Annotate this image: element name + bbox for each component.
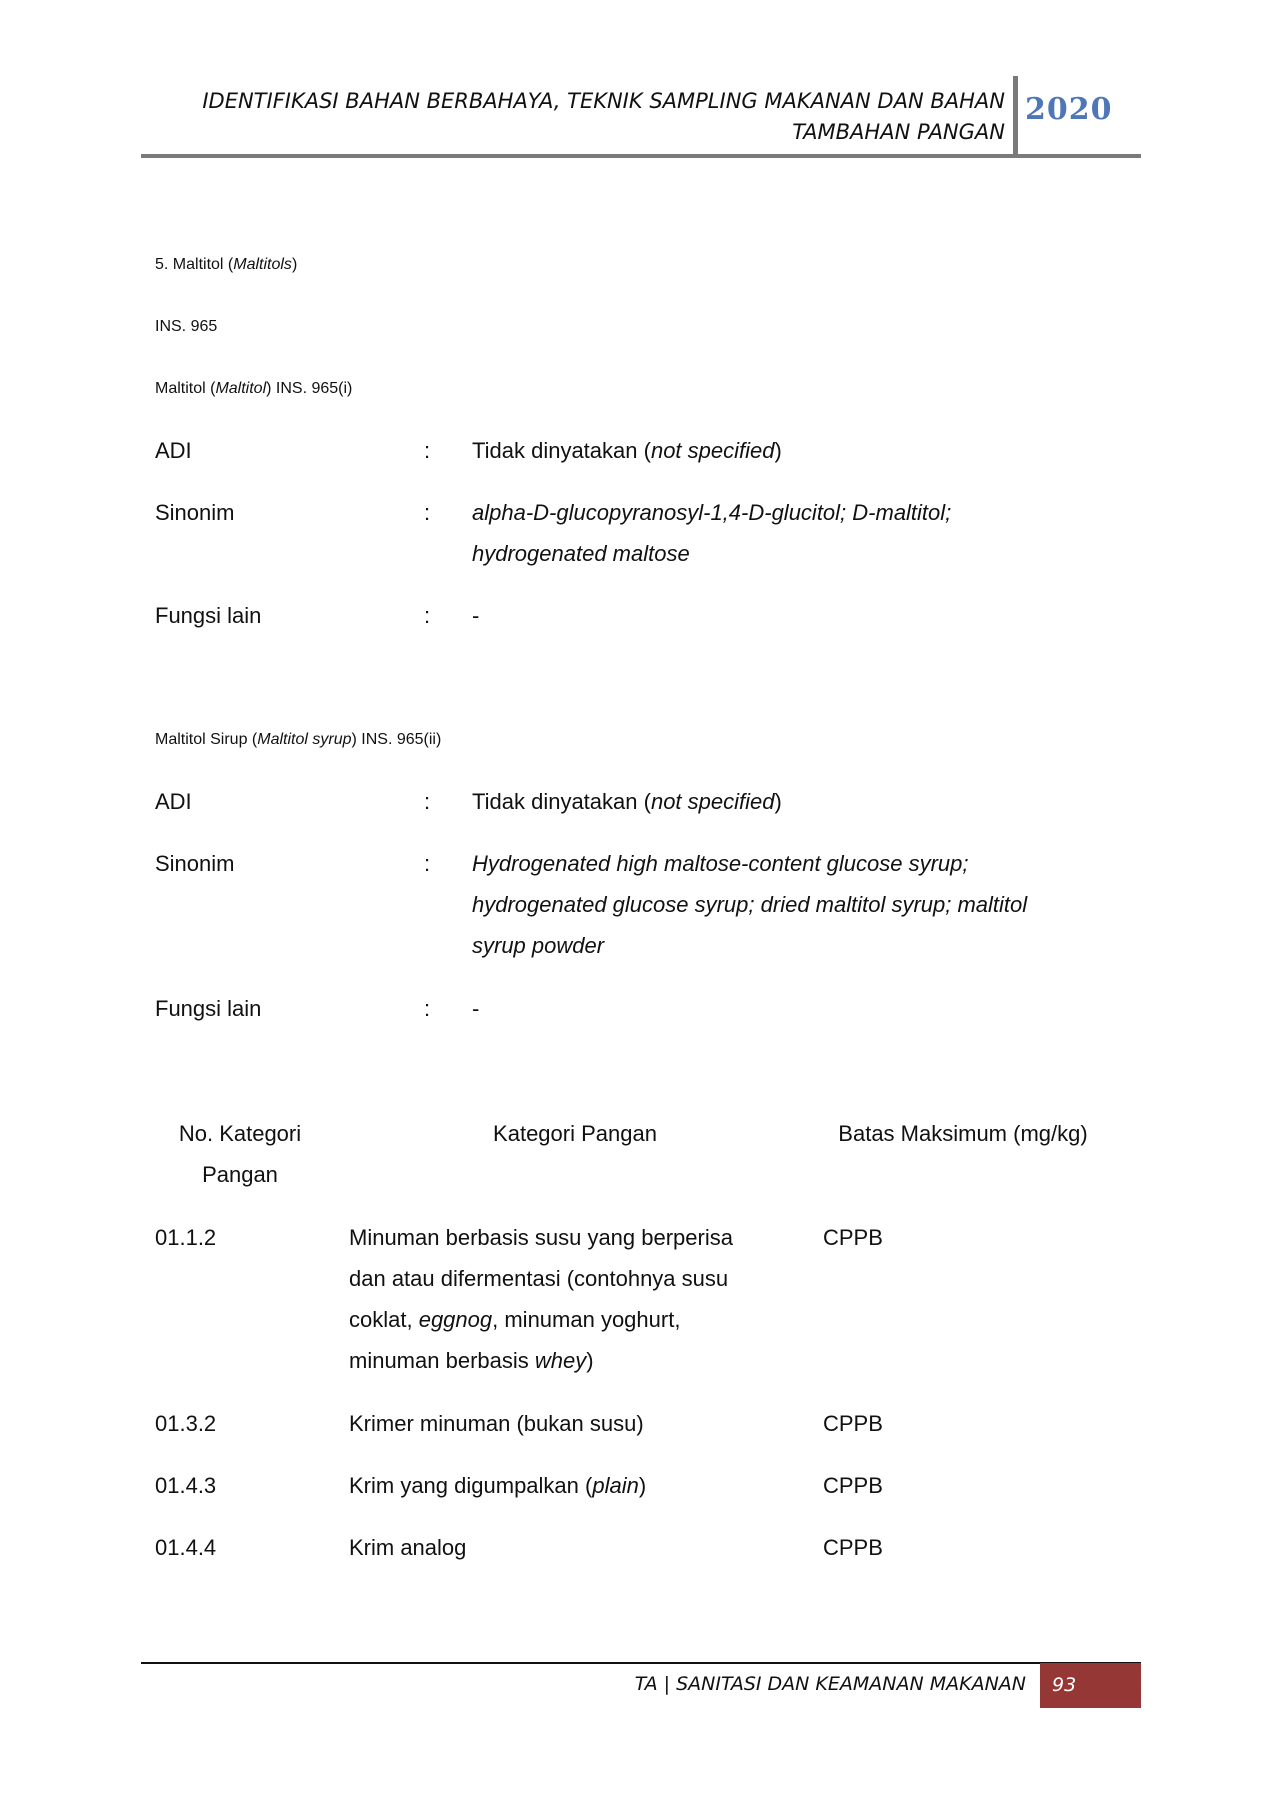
item2-adi-value-italic: not specified <box>650 789 775 814</box>
item1-adi-value-italic: not specified <box>650 438 775 463</box>
table-row-1-limit: CPPB <box>823 1225 883 1250</box>
section-heading-suffix: ) <box>291 256 298 273</box>
section-heading-italic: Maltitols <box>233 256 292 273</box>
table-row-1-category <box>349 1217 789 1381</box>
item1-adi-label: ADI <box>155 438 192 463</box>
item1-fungsi-colon: : <box>424 603 431 628</box>
footer-text: TA | SANITASI DAN KEAMANAN MAKANAN <box>634 1673 1026 1695</box>
table-row-1-line4-italic: whey <box>534 1348 587 1373</box>
table-header-code-line1: No. Kategori <box>178 1121 302 1146</box>
item1-adi-value-suffix: ) <box>774 438 782 463</box>
header-rule <box>141 154 1141 158</box>
item1-adi-value <box>472 430 1112 471</box>
header-year: 2020 <box>1025 92 1113 127</box>
section-heading <box>155 244 297 285</box>
table-row-1-line2: dan atau difermentasi (contohnya susu <box>349 1266 729 1291</box>
table-header-category: Kategori Pangan <box>493 1121 657 1146</box>
item2-title-italic: Maltitol syrup <box>257 731 352 748</box>
page-header <box>141 76 1141 156</box>
table-row-3-category <box>349 1465 646 1506</box>
item2-adi-value-prefix: Tidak dinyatakan ( <box>472 789 651 814</box>
header-title-line1: IDENTIFIKASI BAHAN BERBAHAYA, TEKNIK SAMPLING MAKANAN DAN BAHAN <box>202 89 1005 113</box>
item2-adi-value-suffix: ) <box>774 789 782 814</box>
table-row-2-limit: CPPB <box>823 1411 883 1436</box>
item2-title-suffix: ) INS. 965(ii) <box>351 731 442 748</box>
item1-sinonim-line2: hydrogenated maltose <box>472 541 690 566</box>
item2-sinonim-line3: syrup powder <box>472 933 605 958</box>
table-row-4-code: 01.4.4 <box>155 1535 217 1560</box>
page-number: 93 <box>1040 1663 1141 1708</box>
item2-adi-colon: : <box>424 789 431 814</box>
item2-fungsi-colon: : <box>424 996 431 1021</box>
item1-sinonim-line1: alpha-D-glucopyranosyl-1,4-D-glucitol; D-maltitol; <box>472 500 952 525</box>
table-row-1-line4-suffix: ) <box>586 1348 594 1373</box>
item2-sinonim-line1: Hydrogenated high maltose-content glucose syrup; <box>472 851 969 876</box>
item2-sinonim-label: Sinonim <box>155 851 235 876</box>
item1-title-prefix: Maltitol ( <box>155 380 216 397</box>
item2-adi-label: ADI <box>155 789 192 814</box>
table-row-1-line3-prefix: coklat, <box>349 1307 419 1332</box>
table-row-3-name-suffix: ) <box>638 1473 647 1498</box>
table-row-3-limit: CPPB <box>823 1473 883 1498</box>
table-row-4-category: Krim analog <box>349 1535 467 1560</box>
item2-sinonim-colon: : <box>424 851 431 876</box>
table-row-1-line1: Minuman berbasis susu yang berperisa <box>349 1225 733 1250</box>
item1-fungsi-value: - <box>472 603 480 628</box>
item1-title-italic: Maltitol <box>215 380 267 397</box>
item1-title-suffix: ) INS. 965(i) <box>266 380 353 397</box>
table-header-limit: Batas Maksimum (mg/kg) <box>838 1121 1088 1146</box>
footer-rule <box>141 1662 1141 1664</box>
table-row-3-name-prefix: Krim yang digumpalkan ( <box>349 1473 593 1498</box>
table-row-1-code: 01.1.2 <box>155 1225 217 1250</box>
item2-title <box>155 719 441 760</box>
item1-sinonim-colon: : <box>424 500 431 525</box>
item2-adi-value <box>472 781 1112 822</box>
item1-sinonim-value <box>472 492 1112 574</box>
item1-fungsi-label: Fungsi lain <box>155 603 262 628</box>
table-row-1-line3-suffix: , minuman yoghurt, <box>492 1307 681 1332</box>
section-heading-prefix: 5. Maltitol ( <box>155 256 234 273</box>
item2-title-prefix: Maltitol Sirup ( <box>155 731 258 748</box>
section-ins: INS. 965 <box>155 318 218 335</box>
table-header-code <box>160 1113 320 1195</box>
item2-fungsi-value: - <box>472 996 480 1021</box>
item2-sinonim-value <box>472 843 1112 966</box>
item2-sinonim-line2: hydrogenated glucose syrup; dried maltitol syrup; maltitol <box>472 892 1028 917</box>
table-row-3-name-italic: plain <box>592 1473 639 1498</box>
item2-fungsi-label: Fungsi lain <box>155 996 262 1021</box>
table-row-1-line3-italic: eggnog <box>418 1307 493 1332</box>
table-row-1-line4-prefix: minuman berbasis <box>349 1348 535 1373</box>
table-row-2-category: Krimer minuman (bukan susu) <box>349 1411 644 1436</box>
item1-title <box>155 368 352 409</box>
table-row-3-code: 01.4.3 <box>155 1473 217 1498</box>
table-row-4-limit: CPPB <box>823 1535 883 1560</box>
item1-adi-colon: : <box>424 438 431 463</box>
header-title <box>202 86 1005 148</box>
item1-sinonim-label: Sinonim <box>155 500 235 525</box>
header-title-line2: TAMBAHAN PANGAN <box>792 120 1005 144</box>
table-header-code-line2: Pangan <box>202 1162 278 1187</box>
table-row-2-code: 01.3.2 <box>155 1411 217 1436</box>
header-divider <box>1013 76 1018 156</box>
item1-adi-value-prefix: Tidak dinyatakan ( <box>472 438 651 463</box>
